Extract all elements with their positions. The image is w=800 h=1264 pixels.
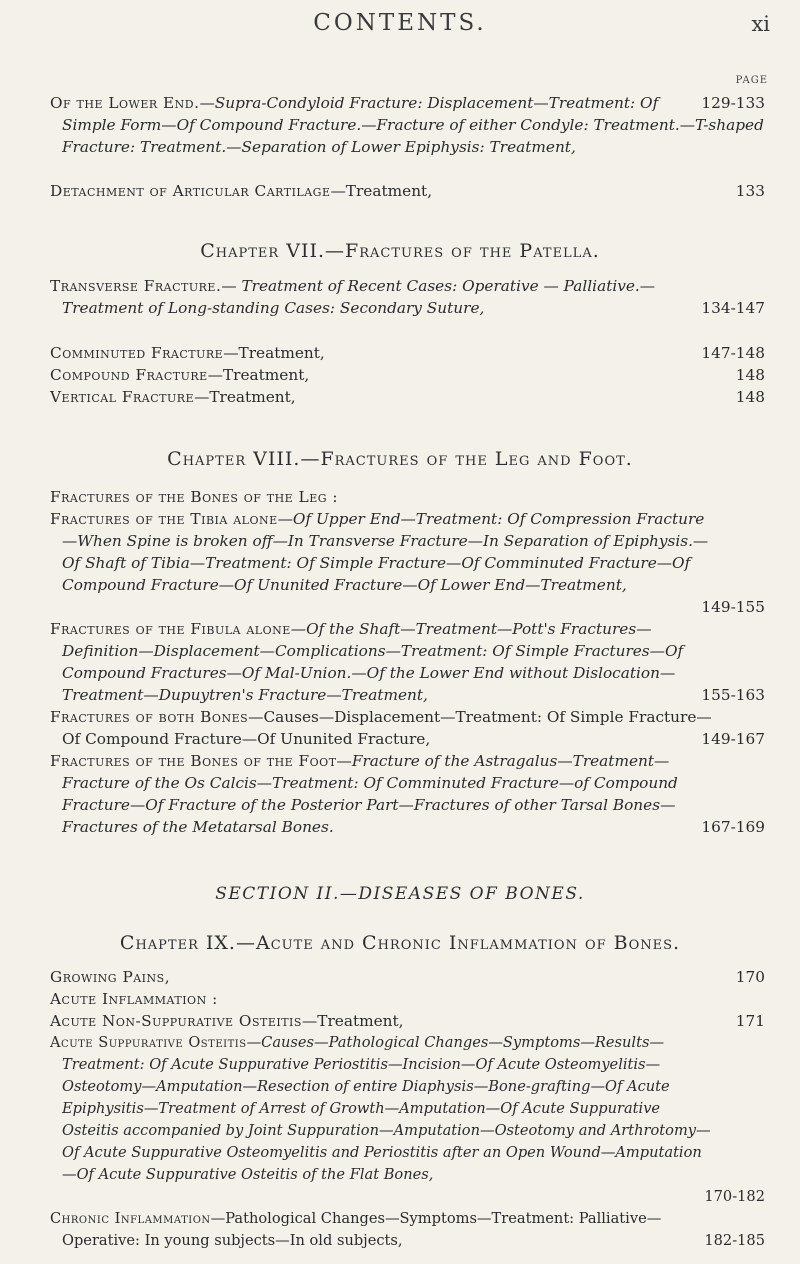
entry-body: —Causes—Displacement—Treatment: Of Simple Fracture—Of Compound Fracture—Of Ununited Fracture, — [62, 708, 712, 748]
page-range: 133 — [735, 182, 765, 200]
entry-head: Fractures of the Bones of the Leg : — [50, 488, 339, 506]
entry-body: —Causes—Pathological Changes—Symptoms—Results—Treatment: Of Acute Suppurative Periostitis—Incision—Of Acute Osteomyelitis—Osteotomy—Amputation—Resection of entire Diaphysis—Bone-grafting—Of Acute Epiphysitis—Treatment of Arrest of Growth—Amputation—Of Acute Suppurative Osteitis accompanied by Joint Suppuration—Amputation—Osteotomy and Arthrotomy—Of Acute Suppurative Osteomyelitis and Periostitis after an Open Wound—Amputation—Of Acute Suppurative Osteitis of the Flat Bones, — [62, 1034, 711, 1183]
toc-entry — [50, 750, 765, 838]
entry-head: Of the Lower End. — [50, 94, 200, 112]
toc-entry — [50, 706, 765, 750]
toc-entry — [50, 988, 765, 1010]
entry-head: Transverse Fracture. — [50, 277, 222, 295]
page-range: 149-167 — [701, 730, 765, 748]
toc-entry — [50, 180, 765, 202]
entry-head: Fractures of the Bones of the Foot — [50, 752, 337, 770]
toc-entry — [50, 275, 765, 319]
entry-body: —Treatment, — [194, 388, 296, 406]
entry-head: Chronic Inflammation — [50, 1210, 211, 1227]
entry-body: —Of Upper End—Treatment: Of Compression Fracture—When Spine is broken off—In Transverse Fracture—In Separation of Epiphysis.—Of Shaft of Tibia—Treatment: Of Simple Fracture—Of Comminuted Fracture—Of Compound Fracture—Of Ununited Fracture—Of Lower End—Treatment, — [62, 510, 709, 594]
entry-body: —Treatment, — [301, 1012, 404, 1030]
entry-head: Fractures of the Tibia alone — [50, 510, 278, 528]
entry-body: —Fracture of the Astragalus—Treatment—Fracture of the Os Calcis—Treatment: Of Comminuted Fracture—of Compound Fracture—Of Fracture of the Posterior Part—Fractures of other Tarsal Bones—Fractures of the Metatarsal Bones. — [62, 752, 678, 836]
entry-head: Acute Suppurative Osteitis — [50, 1034, 247, 1051]
entry-head: Detachment of Articular Cartilage — [50, 182, 331, 200]
page-range: 155-163 — [701, 686, 765, 704]
page-range: 129-133 — [701, 94, 765, 112]
page-range: 148 — [735, 366, 765, 384]
toc-entry — [50, 364, 765, 386]
toc-entry — [50, 1032, 765, 1208]
page-range: 134-147 — [701, 299, 765, 317]
page-range: 182-185 — [704, 1232, 765, 1249]
entry-head: Acute Inflammation : — [50, 990, 218, 1008]
section-heading: SECTION II.—DISEASES OF BONES. — [215, 884, 585, 904]
toc-entry — [50, 1208, 765, 1252]
toc-entry — [50, 966, 765, 988]
entry-head: Fractures of both Bones — [50, 708, 249, 726]
toc-entry — [50, 508, 765, 618]
page-range: 148 — [735, 388, 765, 406]
toc-entry — [50, 342, 765, 364]
page-range: 170-182 — [704, 1188, 765, 1205]
running-head: CONTENTS. — [313, 10, 487, 36]
entry-body: —Pathological Changes—Symptoms—Treatment: Palliative—Operative: In young subjects—In old subjects, — [62, 1210, 662, 1249]
toc-entry — [50, 1010, 765, 1032]
entry-body: —Treatment, — [207, 366, 310, 384]
entry-body: —Treatment, — [223, 344, 325, 362]
page-range: 149-155 — [701, 598, 765, 616]
toc-entry — [50, 618, 765, 706]
toc-entry — [50, 386, 765, 408]
entry-head: Acute Non-Suppurative Osteitis — [50, 1012, 302, 1030]
entry-head: Vertical Fracture — [50, 388, 195, 406]
entry-body: —Supra-Condyloid Fracture: Displacement—Treatment: Of Simple Form—Of Compound Fracture.—Fracture of either Condyle: Treatment.—T-shaped Fracture: Treatment.—Separation of Lower Epiphysis: Treatment, — [62, 94, 764, 156]
folio: xi — [751, 12, 770, 36]
page-column-label: PAGE — [735, 75, 768, 86]
toc-entry — [50, 486, 765, 508]
page-range: 147-148 — [701, 344, 765, 362]
entry-body: —Of the Shaft—Treatment—Pott's Fractures—Definition—Displacement—Complications—Treatment: Of Simple Fractures—Of Compound Fractures—Of Mal-Union.—Of the Lower End without Dislocation—Treatment—Dupuytren's Fracture—Treatment, — [62, 620, 684, 704]
page-range: 171 — [735, 1012, 765, 1030]
chapter-heading: Chapter VII.—Fractures of the Patella. — [200, 240, 600, 262]
entry-head: Growing Pains, — [50, 968, 171, 986]
entry-head: Compound Fracture — [50, 366, 208, 384]
chapter-heading: Chapter VIII.—Fractures of the Leg and Foot. — [167, 448, 633, 470]
page-range: 167-169 — [701, 818, 765, 836]
entry-body: — Treatment of Recent Cases: Operative — Palliative.— Treatment of Long-standing Cases: Secondary Suture, — [62, 277, 656, 317]
toc-entry — [50, 92, 765, 158]
entry-body: —Treatment, — [330, 182, 433, 200]
entry-head: Fractures of the Fibula alone — [50, 620, 291, 638]
entry-head: Comminuted Fracture — [50, 344, 224, 362]
chapter-heading: Chapter IX.—Acute and Chronic Inflammation of Bones. — [119, 932, 681, 954]
page-range: 170 — [735, 968, 765, 986]
